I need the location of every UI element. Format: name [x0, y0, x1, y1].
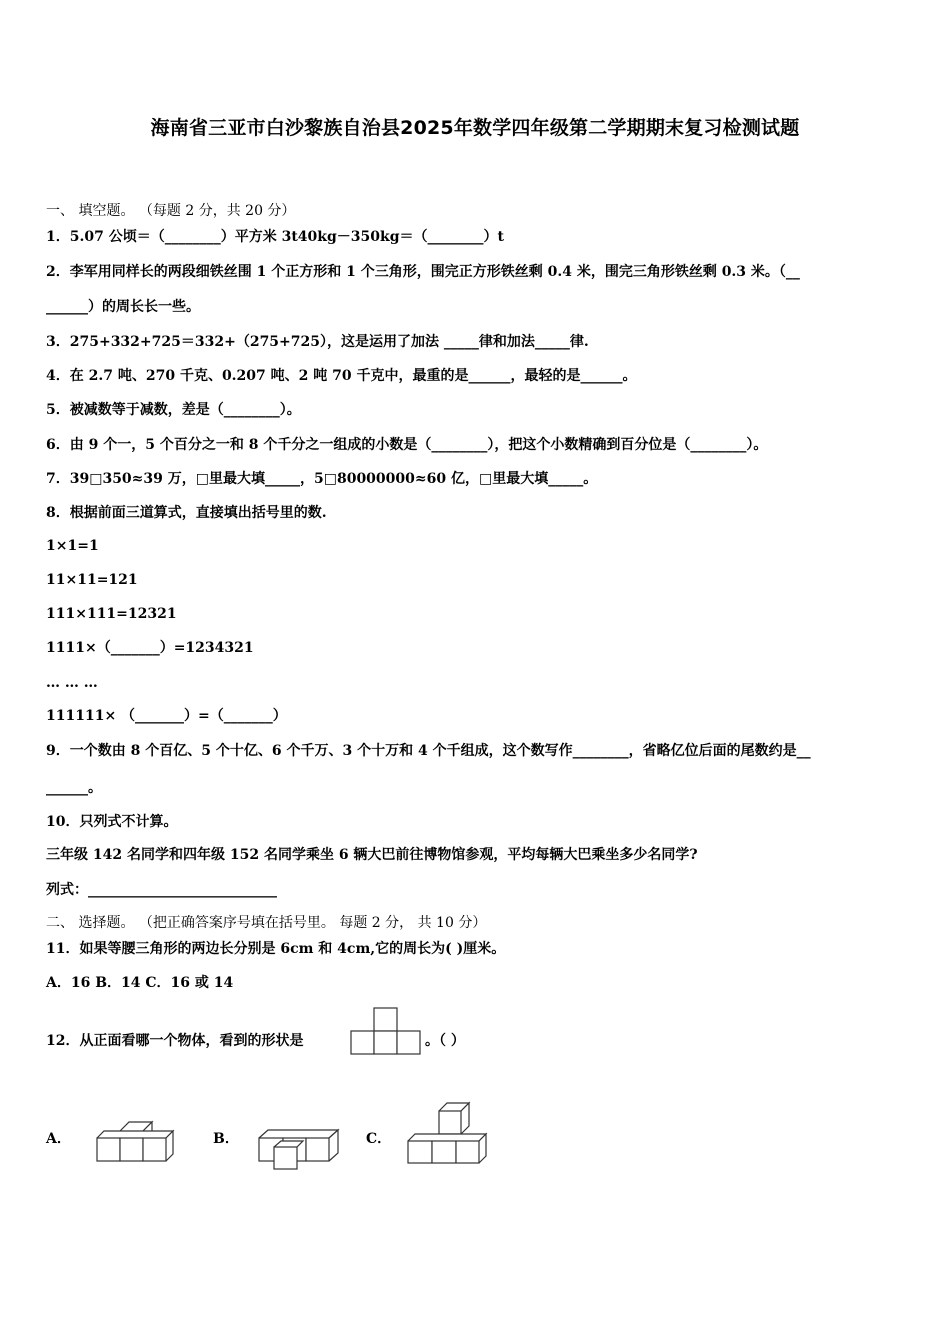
question-6: 6．由 9 个一，5 个百分之一和 8 个千分之一组成的小数是（________），把这个小数精确到百分位是（________）。: [46, 437, 768, 453]
question-8-equation-3: 111×111=12321: [46, 606, 177, 622]
question-12-answer-blank: 。（ ）: [425, 1033, 465, 1049]
question-8-equation-4: 1111×（_______）=1234321: [46, 640, 254, 656]
option-a-cube-figure: [96, 1120, 176, 1164]
question-10: 10．只列式不计算。: [46, 814, 178, 830]
question-1: 1．5.07 公顷＝（________）平方米 3t40kg－350kg＝（________）t: [46, 229, 504, 245]
question-8-equation-1: 1×1=1: [46, 538, 99, 554]
question-5: 5．被减数等于减数，差是（________）。: [46, 402, 301, 418]
question-8: 8．根据前面三道算式，直接填出括号里的数.: [46, 505, 327, 521]
question-7: 7．39□350≈39 万，□里最大填_____，5□80000000≈60 亿，□里最大填_____。: [46, 471, 598, 487]
question-11-options: A．16 B．14 C．16 或 14: [46, 975, 234, 991]
question-2-line-1: 2．李军用同样长的两段细铁丝围 1 个正方形和 1 个三角形，围完正方形铁丝剩 0.4 米，围完三角形铁丝剩 0.3 米。（__: [46, 264, 800, 280]
question-2-line-2: ______）的周长长一些。: [46, 299, 200, 315]
option-b-cube-figure: [258, 1128, 340, 1174]
question-12: 12．从正面看哪一个物体，看到的形状是: [46, 1033, 304, 1049]
question-8-ellipsis: … … …: [46, 675, 98, 691]
section-1-heading: 一、 填空题。 （每题 2 分，共 20 分）: [46, 203, 296, 219]
question-3: 3．275+332+725＝332+（275+725），这是运用了加法 _____律和加法_____律.: [46, 334, 589, 350]
front-view-figure: [350, 1007, 424, 1055]
question-10-formula: 列式：___________________________: [46, 882, 277, 898]
question-4: 4．在 2.7 吨、270 千克、0.207 吨、2 吨 70 千克中，最重的是______，最轻的是______。: [46, 368, 637, 384]
page-title: 海南省三亚市白沙黎族自治县2025年数学四年级第二学期期末复习检测试题: [150, 117, 800, 139]
option-c-label: C．: [366, 1131, 392, 1147]
option-b-label: B．: [213, 1131, 239, 1147]
section-2-heading: 二、 选择题。 （把正确答案序号填在括号里。 每题 2 分， 共 10 分）: [46, 915, 487, 931]
option-c-cube-figure: [405, 1101, 489, 1167]
option-a-label: A．: [46, 1131, 71, 1147]
question-8-equation-2: 11×11=121: [46, 572, 138, 588]
question-9-line-1: 9．一个数由 8 个百亿、5 个十亿、6 个千万、3 个十万和 4 个千组成，这个数写作________，省略亿位后面的尾数约是__: [46, 743, 811, 759]
question-8-equation-6: 111111× （_______）=（_______）: [46, 708, 287, 724]
question-10-text: 三年级 142 名同学和四年级 152 名同学乘坐 6 辆大巴前往博物馆参观，平均每辆大巴乘坐多少名同学?: [46, 847, 698, 863]
question-11: 11．如果等腰三角形的两边长分别是 6cm 和 4cm,它的周长为( )厘米。: [46, 941, 506, 957]
question-9-line-2: ______。: [46, 780, 102, 796]
